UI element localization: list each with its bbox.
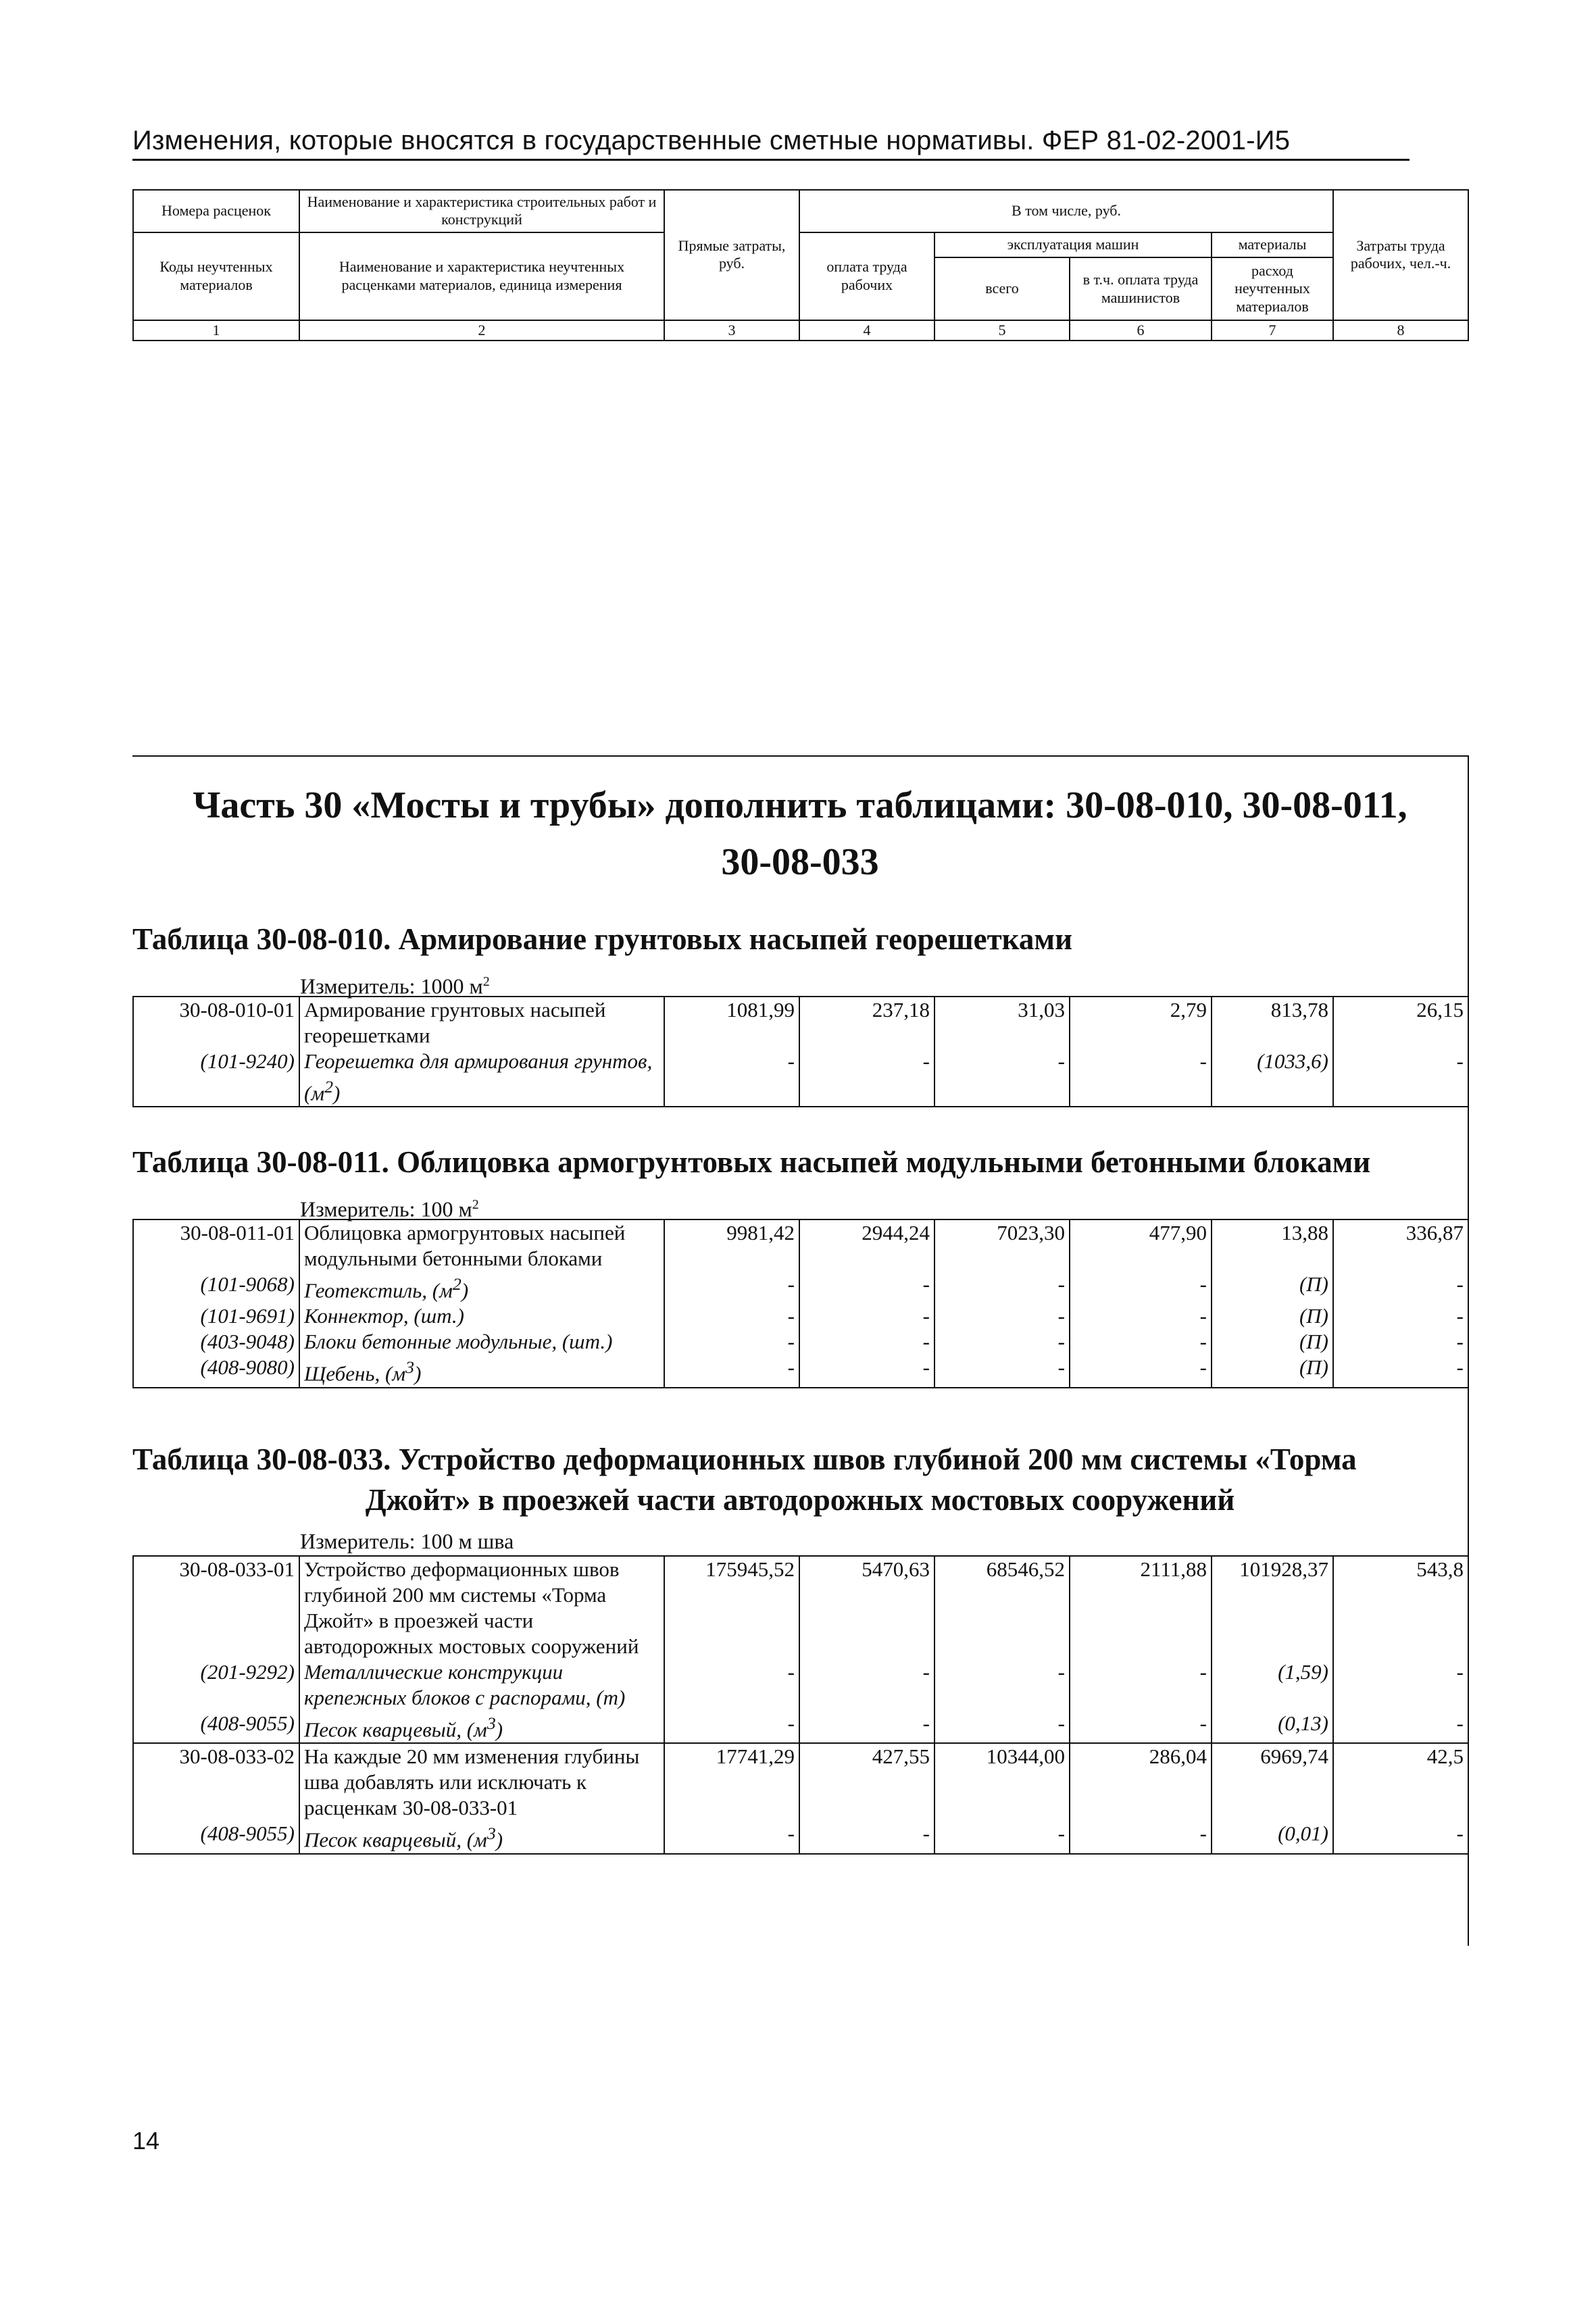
materials: (П) [1212, 1272, 1333, 1303]
materials: (П) [1212, 1355, 1333, 1387]
table-30-08-033 [132, 1555, 1469, 1855]
table-title-line1: Таблица 30-08-033. Устройство деформационных швов глубиной 200 мм системы «Торма [132, 1442, 1357, 1476]
labor-pay: - [799, 1272, 934, 1303]
table-row [133, 1303, 1468, 1329]
machines-total: 7023,30 [934, 1219, 1070, 1272]
material-description: Коннектор, (шт.) [299, 1303, 664, 1329]
labor-hours: - [1333, 1049, 1468, 1107]
machinists-pay: - [1070, 1355, 1212, 1387]
labor-pay: - [799, 1329, 934, 1355]
machines-total: - [934, 1659, 1070, 1711]
material-code: (403-9048) [133, 1329, 299, 1355]
header-col2-bottom: Наименование и характеристика неучтенных расценками материалов, единица измерения [299, 232, 664, 320]
section-title-line1: Часть 30 «Мосты и трубы» дополнить таблицами: 30-08-010, 30-08-011, [193, 784, 1407, 826]
labor-pay: 237,18 [799, 997, 934, 1049]
materials: 813,78 [1212, 997, 1333, 1049]
header-number: 8 [1333, 320, 1468, 341]
labor-pay: - [799, 1049, 934, 1107]
labor-hours: - [1333, 1659, 1468, 1711]
header-group-materials: материалы [1212, 232, 1333, 258]
table-row [133, 1821, 1468, 1853]
machines-total: - [934, 1711, 1070, 1743]
section-title-line2: 30-08-033 [721, 841, 879, 883]
materials: (1,59) [1212, 1659, 1333, 1711]
machinists-pay: - [1070, 1659, 1212, 1711]
table-row [133, 1659, 1468, 1711]
machinists-pay: 2,79 [1070, 997, 1212, 1049]
materials: 6969,74 [1212, 1743, 1333, 1821]
material-code: (408-9055) [133, 1711, 299, 1743]
material-description: Блоки бетонные модульные, (шт.) [299, 1329, 664, 1355]
material-code: (101-9068) [133, 1272, 299, 1303]
materials: (1033,6) [1212, 1049, 1333, 1107]
material-code: (408-9055) [133, 1821, 299, 1853]
header-col6: в т.ч. оплата труда машинистов [1070, 257, 1212, 320]
header-number: 7 [1212, 320, 1333, 341]
labor-hours: - [1333, 1272, 1468, 1303]
header-col7: расход неучтенных материалов [1212, 257, 1333, 320]
material-description: Щебень, $(м^3)$ [299, 1355, 664, 1387]
materials: (0,01) [1212, 1821, 1333, 1853]
materials: (П) [1212, 1303, 1333, 1329]
unit-label: Измеритель: 100 $м^2$ [300, 1197, 479, 1222]
direct-costs: - [664, 1711, 799, 1743]
table-row [133, 1743, 1468, 1821]
direct-costs: - [664, 1659, 799, 1711]
material-description: Геотекстиль, $(м^2)$ [299, 1272, 664, 1303]
direct-costs: - [664, 1355, 799, 1387]
direct-costs: - [664, 1329, 799, 1355]
machines-total: 10344,00 [934, 1743, 1070, 1821]
header-number: 4 [799, 320, 934, 341]
table-title [132, 1439, 1468, 1520]
direct-costs: - [664, 1049, 799, 1107]
machinists-pay: 2111,88 [1070, 1556, 1212, 1659]
header-col1-top: Номера расценок [133, 190, 299, 232]
machines-total: - [934, 1329, 1070, 1355]
labor-hours: 336,87 [1333, 1219, 1468, 1272]
material-code: (201-9292) [133, 1659, 299, 1711]
labor-pay: - [799, 1355, 934, 1387]
column-header-table [132, 189, 1469, 341]
labor-hours: - [1333, 1821, 1468, 1853]
header-col3: Прямые затраты, руб. [664, 190, 799, 320]
rate-code: 30-08-033-01 [133, 1556, 299, 1659]
machines-total: - [934, 1272, 1070, 1303]
direct-costs: 17741,29 [664, 1743, 799, 1821]
material-description: Металлические конструкции крепежных блоков с распорами, (т) [299, 1659, 664, 1711]
machines-total: - [934, 1303, 1070, 1329]
material-code: (101-9240) [133, 1049, 299, 1107]
machinists-pay: 286,04 [1070, 1743, 1212, 1821]
material-code: (101-9691) [133, 1303, 299, 1329]
machines-total: - [934, 1355, 1070, 1387]
materials: 13,88 [1212, 1219, 1333, 1272]
table-row [133, 1329, 1468, 1355]
header-number: 1 [133, 320, 299, 341]
header-col8: Затраты труда рабочих, чел.-ч. [1333, 190, 1468, 320]
rate-description: На каждые 20 мм изменения глубины шва добавлять или исключать к расценкам 30-08-033-01 [299, 1743, 664, 1821]
direct-costs: 175945,52 [664, 1556, 799, 1659]
materials: 101928,37 [1212, 1556, 1333, 1659]
labor-hours: - [1333, 1711, 1468, 1743]
labor-pay: 427,55 [799, 1743, 934, 1821]
machines-total: - [934, 1049, 1070, 1107]
machinists-pay: - [1070, 1821, 1212, 1853]
rate-description: Армирование грунтовых насыпей георешетками [299, 997, 664, 1049]
machinists-pay: - [1070, 1329, 1212, 1355]
material-description: Песок кварцевый, $(м^3)$ [299, 1711, 664, 1743]
header-number: 3 [664, 320, 799, 341]
rate-code: 30-08-010-01 [133, 997, 299, 1049]
table-row [133, 1272, 1468, 1303]
rate-description: Устройство деформационных швов глубиной 200 мм системы «Торма Джойт» в проезжей части автодорожных мостовых сооружений [299, 1556, 664, 1659]
header-number: 6 [1070, 320, 1212, 341]
machines-total: 68546,52 [934, 1556, 1070, 1659]
table-row [133, 1355, 1468, 1387]
table-row [133, 1556, 1468, 1659]
direct-costs: 1081,99 [664, 997, 799, 1049]
materials: (0,13) [1212, 1711, 1333, 1743]
page-number: 14 [132, 2127, 160, 2155]
labor-hours: 42,5 [1333, 1743, 1468, 1821]
machinists-pay: - [1070, 1272, 1212, 1303]
machines-total: 31,03 [934, 997, 1070, 1049]
machines-total: - [934, 1821, 1070, 1853]
materials: (П) [1212, 1329, 1333, 1355]
labor-pay: 2944,24 [799, 1219, 934, 1272]
table-title: Таблица 30-08-011. Облицовка армогрунтовых насыпей модульными бетонными блоками [132, 1145, 1371, 1179]
labor-pay: - [799, 1303, 934, 1329]
machinists-pay: - [1070, 1049, 1212, 1107]
direct-costs: - [664, 1821, 799, 1853]
machinists-pay: - [1070, 1711, 1212, 1743]
labor-pay: - [799, 1659, 934, 1711]
header-number: 2 [299, 320, 664, 341]
header-col4: оплата труда рабочих [799, 232, 934, 320]
labor-hours: 543,8 [1333, 1556, 1468, 1659]
table-title-line2: Джойт» в проезжей части автодорожных мостовых сооружений [365, 1483, 1235, 1517]
rate-code: 30-08-033-02 [133, 1743, 299, 1821]
table-row [133, 1711, 1468, 1743]
labor-hours: - [1333, 1355, 1468, 1387]
table-title: Таблица 30-08-010. Армирование грунтовых насыпей георешетками [132, 922, 1073, 956]
unit-label: Измеритель: 1000 $м^2$ [300, 974, 490, 999]
table-row [133, 1049, 1468, 1107]
direct-costs: - [664, 1303, 799, 1329]
table-30-08-010 [132, 996, 1469, 1107]
section-title [132, 777, 1468, 890]
header-number: 5 [934, 320, 1070, 341]
header-col1-bottom: Коды неучтенных материалов [133, 232, 299, 320]
header-col5: всего [934, 257, 1070, 320]
labor-pay: - [799, 1821, 934, 1853]
labor-pay: 5470,63 [799, 1556, 934, 1659]
direct-costs: 9981,42 [664, 1219, 799, 1272]
table-row [133, 1219, 1468, 1272]
direct-costs: - [664, 1272, 799, 1303]
labor-hours: 26,15 [1333, 997, 1468, 1049]
rate-code: 30-08-011-01 [133, 1219, 299, 1272]
material-description: Песок кварцевый, $(м^3)$ [299, 1821, 664, 1853]
material-code: (408-9080) [133, 1355, 299, 1387]
machinists-pay: - [1070, 1303, 1212, 1329]
running-header: Изменения, которые вносятся в государственные сметные нормативы. ФЕР 81-02-2001-И5 [132, 126, 1410, 161]
machinists-pay: 477,90 [1070, 1219, 1212, 1272]
table-row [133, 997, 1468, 1049]
header-col2-top: Наименование и характеристика строительных работ и конструкций [299, 190, 664, 232]
labor-hours: - [1333, 1303, 1468, 1329]
header-group-incl: В том числе, руб. [799, 190, 1333, 232]
header-group-machines: эксплуатация машин [934, 232, 1212, 258]
table-30-08-011 [132, 1219, 1469, 1388]
material-description: Георешетка для армирования грунтов, $(м^2)$ [299, 1049, 664, 1107]
unit-label: Измеритель: 100 м шва [300, 1529, 514, 1553]
rate-description: Облицовка армогрунтовых насыпей модульными бетонными блоками [299, 1219, 664, 1272]
labor-pay: - [799, 1711, 934, 1743]
labor-hours: - [1333, 1329, 1468, 1355]
